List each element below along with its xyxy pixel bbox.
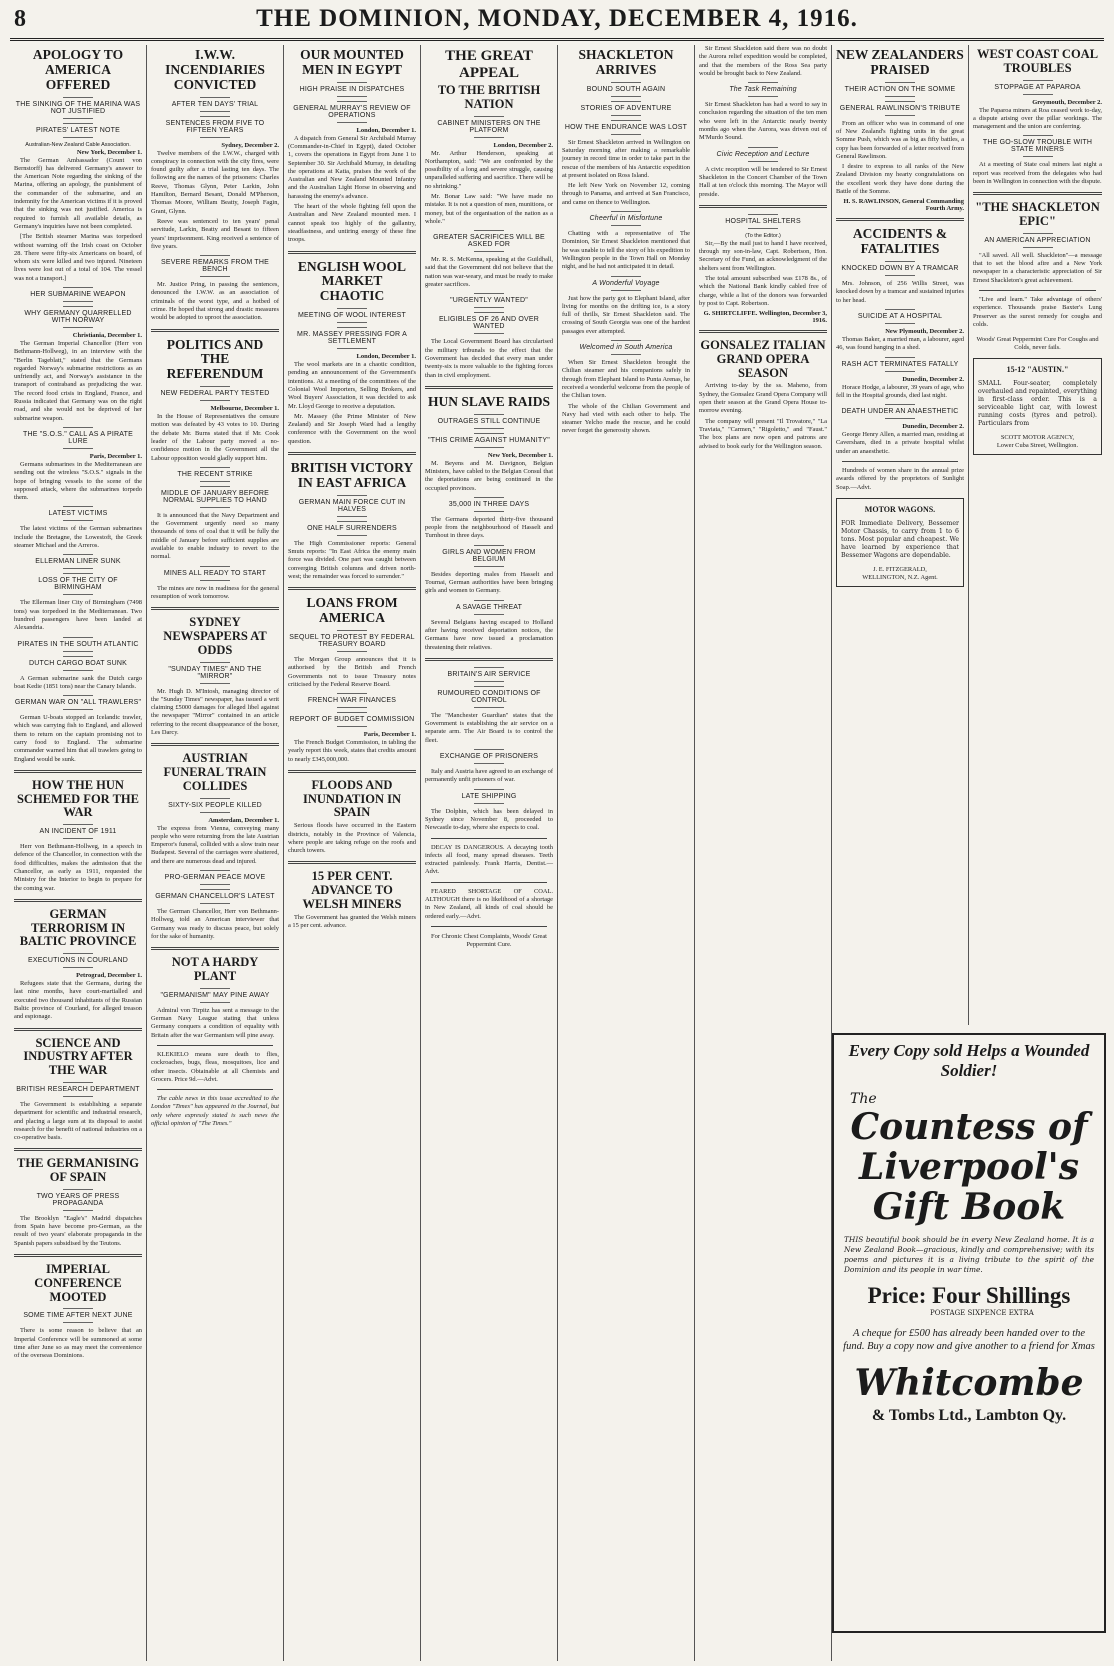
- headline: ENGLISH WOOL MARKET CHAOTIC: [297, 258, 407, 304]
- signature: G. SHIRTCLIFFE. Wellington, December 3, 1916.: [703, 310, 827, 325]
- letter-header: (To the Editor.): [745, 232, 781, 239]
- article-text: M. Beyens and M. Davignon, Belgian Ministers, have cabled to the Belgian Consul that the deportations are being continued in the occupied provinces.: [425, 459, 553, 492]
- article-text: Just how the party got to Elephant Island, after living for months on the drifting ice, is a story full of thrills, Sir Ernest Shackleton said. The crossing of South Georgia was one of the hardest passages ever attempted.: [562, 294, 690, 335]
- article-text: The express from Vienna, conveying many people who were returning from the late Austrian Emperor's funeral, collided with a slow train near Budapest. Several of the carriages were shattered, and there are numerous dead and injured.: [151, 824, 279, 865]
- article-text: The mines are now in readiness for the general resumption of work tomorrow.: [151, 584, 279, 600]
- dateline: Petrograd, December 1.: [76, 972, 142, 980]
- divider: [699, 330, 827, 333]
- subheading: LATE SHIPPING: [425, 789, 553, 804]
- headline: SCIENCE AND INDUSTRY AFTER THE WAR: [23, 1035, 133, 1078]
- headline: FLOODS AND INUNDATION IN SPAIN: [302, 777, 402, 820]
- article-text: The heart of the whole fighting fell upon the Australian and New Zealand mounted men. I cannot speak too highly of the gallantry, steadfastness, and untiring energy of these fine troops.: [288, 203, 416, 244]
- ad-description: THIS beautiful book should be in every New Zealand home. It is a New Zealand Book—gracious, kindly and comprehensive; with its poems and pictures it is a living tribute to the spirit of the Dominion and its people in war time.: [844, 1235, 1094, 1274]
- column-1: [10, 45, 147, 1661]
- subheading: THE RECENT STRIKE: [151, 467, 279, 482]
- subheading: BRITAIN'S AIR SERVICE: [425, 667, 553, 682]
- divider: [431, 926, 547, 927]
- headline: LOANS FROM AMERICA: [306, 595, 398, 626]
- subheading: PIRATES' LATEST NOTE: [14, 123, 142, 138]
- subheading: ELLERMAN LINER SUNK: [14, 554, 142, 569]
- article-text: Mr. Bonar Law said: "We have made no mistake. It is not a question of men, munitions, or money, but of the organisation of the nation as a whole.": [425, 192, 553, 225]
- subheading: SENTENCES FROM FIVE TO FIFTEEN YEARS: [151, 116, 279, 138]
- article-text: At a meeting of State coal miners last night a report was received from the delegates who had been in Wellington in connection with the dispute.: [973, 161, 1102, 185]
- subheading: AFTER TEN DAYS' TRIAL: [151, 97, 279, 112]
- advertisement-text: For Chronic Chest Complaints, Woods' Great Peppermint Cure.: [431, 933, 547, 949]
- subheading: GERMAN CHANCELLOR'S LATEST: [151, 889, 279, 904]
- dateline: Paris, December 1.: [363, 731, 416, 739]
- subheading: GENERAL RAWLINSON'S TRIBUTE: [836, 101, 964, 116]
- article-text: [The British steamer Marina was torpedoed without warning off the Irish coast on October 28. There were fifty-six Americans on board, of whom six were killed and two injured. Nineteen lives were lost out of a total of 104. The vessel was not a transport.]: [14, 233, 142, 282]
- dateline: New Plymouth, December 2.: [885, 327, 964, 335]
- subheading: MINES ALL READY TO START: [151, 566, 279, 581]
- column-3: [284, 45, 421, 1661]
- article-text: A dispatch from General Sir Archibald Murray (Commander-in-Chief in Egypt), dated October 1, covers the operations in Egypt from June 1 to September 30. Sir Archibald Murray, in detailing the operations at Katia, praises the work of the Australian and New Zealand Mounted Infantry and the Australian Light Horse in observing and harassing the enemy's advance.: [288, 134, 416, 200]
- subheading: THEIR ACTION ON THE SOMME: [836, 82, 964, 97]
- article-text: I desire to express to all ranks of the New Zealand Division my hearty congratulations on the excellent work they have done during the Battle of the Somme.: [836, 163, 964, 196]
- article-text: Several Belgians having escaped to Holland after having received deportation notices, the Germans have now issued a proclamation threatening their relatives.: [425, 618, 553, 651]
- ad-text: SMALL Four-seater, completely overhauled and repainted, everything in first-class order. This is a serviceable light car, with lowest running costs (tyres and petrol). Particulars from: [978, 380, 1097, 428]
- subheading: MIDDLE OF JANUARY BEFORE NORMAL SUPPLIES TO HAND: [151, 486, 279, 508]
- dateline: Paris, December 1.: [89, 452, 142, 460]
- dateline: Christiania, December 1.: [72, 331, 142, 339]
- ad-text: FOR Immediate Delivery, Bessemer Motor Chassis, to carry from 1 to 6 tons. Most popular and cheapest. We have learned by experience that Bessemer Wagons are dependable.: [841, 520, 959, 560]
- article-text: From an officer who was in command of one of New Zealand's fighting units in the great Somme Push, which was as big as fifty battles, a copy has been forwarded of a letter received from General Rawlinson.: [836, 119, 964, 160]
- divider: [151, 607, 279, 610]
- right-columns: [832, 45, 1106, 1661]
- divider: [151, 743, 279, 746]
- subheading: LATEST VICTIMS: [14, 506, 142, 521]
- article-text: Admiral von Tirpitz has sent a message to the German Navy League stating that unless Germany conquers a condition of equality with Britain after the war Germanism will pine away.: [151, 1006, 279, 1039]
- subheading: SUICIDE AT A HOSPITAL: [836, 309, 964, 324]
- columns: [10, 45, 1104, 1661]
- subheading: A SAVAGE THREAT: [425, 600, 553, 615]
- article-text: Serious floods have occurred in the Eastern districts, notably in the Province of Valencia, where people are taking refuge on the roofs and church towers.: [288, 822, 416, 855]
- subheading: Cheerful in Misfortune: [562, 211, 690, 226]
- article-text: The French Budget Commission, in tabling the yearly report this week, states that credits amount to nearly £345,000,000.: [288, 739, 416, 763]
- subheading: LOSS OF THE CITY OF BIRMINGHAM: [14, 573, 142, 595]
- divider: [842, 461, 958, 462]
- ad-address: Lower Cuba Street, Wellington.: [996, 442, 1079, 450]
- divider: [288, 452, 416, 455]
- subheading: MR. MASSEY PRESSING FOR A SETTLEMENT: [288, 327, 416, 349]
- subheading: THE "S.O.S." CALL AS A PIRATE LURE: [14, 427, 142, 449]
- article-text: Germans submarines in the Mediterranean are sending out the wireless "S.O.S." signals in the hope of bringing vessels to the scene of the supposed attack, where the submarines torpedo them.: [14, 460, 142, 502]
- article-text: Sir Ernest Shackleton arrived in Wellington on Saturday morning after making a remarkable journey in record time in order to take part in the rescue of the members of his Antarctic expedition at present isolated on Ross Island.: [562, 138, 690, 179]
- divider: [157, 1089, 273, 1090]
- subheading: PRO-GERMAN PEACE MOVE: [151, 870, 279, 885]
- ad-title: MOTOR WAGONS.: [864, 504, 936, 514]
- article-text: Sir Ernest Shackleton said there was no doubt the Aurora relief expedition would be completed, and that the members of the Ross Sea party would be brought back to New Zealand.: [699, 45, 827, 77]
- subheading: RASH ACT TERMINATES FATALLY: [836, 357, 964, 372]
- column-2: [147, 45, 284, 1661]
- subheading: "THIS CRIME AGAINST HUMANITY": [425, 433, 553, 448]
- article-text: The High Commissioner reports: General Smuts reports: "In East Africa the enemy main force was divided. One part was caught between converging British columns and driven north-west; the remainder was forced to surrender.": [288, 539, 416, 580]
- subheading: OUTRAGES STILL CONTINUE: [425, 414, 553, 429]
- article-text: Reeve was sentenced to ten years' penal servitude, Larkin, Beatty and Besant to fifteen years' imprisonment. King received a sentence of five years.: [151, 217, 279, 250]
- subheading: "URGENTLY WANTED": [425, 293, 553, 308]
- headline: NOT A HARDY PLANT: [171, 955, 259, 983]
- column-6: [695, 45, 832, 1661]
- divider: [288, 587, 416, 590]
- subheading: GENERAL MURRAY'S REVIEW OF OPERATIONS: [288, 101, 416, 123]
- subheading: GREATER SACRIFICES WILL BE ASKED FOR: [425, 230, 553, 252]
- article-text: A civic reception will be tendered to Sir Ernest Shackleton in the Concert Chamber of the Town Hall at ten o'clock this morning. The Mayor will preside.: [699, 165, 827, 198]
- headline: I.W.W. INCENDIARIES CONVICTED: [165, 47, 265, 92]
- ad-offer: A cheque for £500 has already been handed over to the fund. Buy a copy now and give another to a friend for Xmas: [843, 1328, 1095, 1352]
- article-text: The Dolphin, which has been delayed in Sydney since November 8, proceeded to Newcastle to-day, where she expects to coal.: [425, 807, 553, 832]
- divider: [431, 882, 547, 883]
- headline: APOLOGY TO AMERICA OFFERED: [32, 47, 124, 92]
- divider: [425, 658, 553, 661]
- divider: [699, 205, 827, 208]
- divider: [288, 861, 416, 864]
- subheading: HOW THE ENDURANCE WAS LOST: [562, 120, 690, 135]
- advertisement-text: Hundreds of women share in the annual prize awards offered by the proprietors of Sunlight Soap.—Advt.: [836, 467, 964, 491]
- ad-signature: WELLINGTON, N.Z. Agent.: [862, 574, 938, 582]
- divider: [431, 838, 547, 839]
- agency-credit: Australian-New Zealand Cable Association.: [25, 141, 131, 148]
- ad-tagline: Every Copy sold Helps a Wounded Soldier!: [848, 1041, 1090, 1080]
- subheading: ELIGIBLES OF 26 AND OVER WANTED: [425, 312, 553, 334]
- subheading: PIRATES IN THE SOUTH ATLANTIC: [14, 637, 142, 652]
- subheading: AN AMERICAN APPRECIATION: [973, 233, 1102, 248]
- dateline: London, December 1.: [356, 126, 416, 134]
- subheading: STOPPAGE AT PAPAROA: [973, 80, 1102, 95]
- article-text: The Government is establishing a separate department for scientific and industrial research, and placing a large sum at its disposal to assist research for the benefit of national industries on a co-operative basis.: [14, 1100, 142, 1142]
- dateline: Dunedin, December 2.: [902, 423, 964, 431]
- article-text: German U-boats stopped an Icelandic trawler, which was carrying fish to England, and allowed them to return on the captain promising not to carry food to England. The submarine commander warned him that all trawlers going to England would be sunk.: [14, 714, 142, 763]
- subheading: RUMOURED CONDITIONS OF CONTROL: [425, 686, 553, 708]
- headline: TO THE BRITISH NATION: [437, 83, 541, 111]
- article-text: Mr. Hugh D. M'Intosh, managing director of the "Sunday Times" newspaper, has issued a writ claiming £5000 damages for alleged libel against the newspaper "Mirror" contained in an article referring to the recent disappearance of the boxer, Les Darcy.: [151, 687, 279, 736]
- ad-title: 15-12 "AUSTIN.": [1006, 364, 1069, 374]
- subheading: HOSPITAL SHELTERS: [699, 214, 827, 229]
- subheading: TWO YEARS OF PRESS PROPAGANDA: [14, 1189, 142, 1211]
- headline: ACCIDENTS & FATALITIES: [852, 226, 948, 257]
- article-text: Mr. R. S. McKenna, speaking at the Guildhall, said that the Government did not believe that the nation was war-weary, and must be ready to make greater sacrifices.: [425, 256, 553, 289]
- subheading: NEW FEDERAL PARTY TESTED: [151, 386, 279, 401]
- headline: THE GERMANISING OF SPAIN: [17, 1156, 139, 1185]
- divider: [288, 251, 416, 254]
- subheading: KNOCKED DOWN BY A TRAMCAR: [836, 261, 964, 276]
- ad-the: The: [850, 1091, 877, 1107]
- subheading: MEETING OF WOOL INTEREST: [288, 308, 416, 323]
- article-text: The Germans deported thirty-five thousand people from the neighbourhood of Hasselt and Turnhout in three days.: [425, 515, 553, 540]
- headline: HUN SLAVE RAIDS: [427, 393, 551, 409]
- dateline: Sydney, December 2.: [221, 141, 279, 149]
- article-text: In the House of Representatives the censure motion was defeated by 43 votes to 10. During the debate Mr. Burns stated that if Mr. Cook leader of the Labour party moved a no-confidence motion in the Government all the Labour opposition would gladly support him.: [151, 413, 279, 462]
- headline: GERMAN TERRORISM IN BALTIC PROVINCE: [19, 906, 137, 949]
- dateline: New York, December 1.: [487, 451, 553, 459]
- subheading: HER SUBMARINE WEAPON: [14, 287, 142, 302]
- article-text: Twelve members of the I.W.W., charged with conspiracy in connection with the city fires, were found guilty after a trial lasting ten days. The following are the names of the prisoners: Charles Reeve, Thomas Glynn, Peter Larkin, John Hamilton, Bernard Besant, Donald M'Pherson, Thomas Moore, William Beatty, Joseph Fagin, Grant, Glynn.: [151, 149, 279, 215]
- advertisement-text: KLEKIELO means sure death to flies, cockroaches, bugs, fleas, mosquitoes, lice and other insects. Obtainable at all Chemists and Grocers. Price 9d.—Advt.: [151, 1050, 279, 1083]
- headline: IMPERIAL CONFERENCE MOOTED: [34, 1262, 122, 1304]
- newspaper-title: THE DOMINION, MONDAY, DECEMBER 4, 1916.: [256, 5, 858, 32]
- article-text: Chatting with a representative of The Dominion, Sir Ernest Shackleton mentioned that he was unable to tell the story of his expedition to Wellington people in the Town Hall on Monday night, and he had not anticipated it in detail.: [562, 230, 690, 271]
- article-text: The Government has granted the Welsh miners a 15 per cent. advance.: [288, 913, 416, 929]
- subheading: BOUND SOUTH AGAIN: [562, 82, 690, 97]
- subheading: DEATH UNDER AN ANAESTHETIC: [836, 404, 964, 419]
- gift-book-advertisement: [832, 1033, 1106, 1633]
- advertisement-text: DECAY IS DANGEROUS. A decaying tooth infects all food, many spread diseases. Teeth extracted painlessly. Frank Harris, Dentist.—Advt.: [425, 843, 553, 876]
- subheading: GIRLS AND WOMEN FROM BELGIUM: [425, 545, 553, 567]
- article-text: Arriving to-day by the ss. Maheno, from Sydney, the Gonsalez Grand Opera Company will open their season at the Grand Opera House to-morrow evening.: [699, 382, 827, 415]
- subheading: SEVERE REMARKS FROM THE BENCH: [151, 255, 279, 277]
- subheading: THE GO-SLOW TROUBLE WITH STATE MINERS: [973, 135, 1102, 157]
- headline: OUR MOUNTED MEN IN EGYPT: [300, 47, 404, 77]
- right-columns-top: [832, 45, 1106, 1025]
- ad-firm: SCOTT MOTOR AGENCY,: [1000, 434, 1075, 442]
- subheading: SEQUEL TO PROTEST BY FEDERAL TREASURY BOARD: [288, 630, 416, 652]
- divider: [425, 386, 553, 389]
- headline: THE GREAT APPEAL: [445, 48, 533, 81]
- divider: [973, 192, 1102, 195]
- advertisement-text: "Live and learn." Take advantage of others' experience. Thousands praise Baxter's Lung Preserver as the surest remedy for coughs and colds.: [973, 295, 1102, 328]
- subheading: AN INCIDENT OF 1911: [14, 824, 142, 839]
- article-text: A German submarine sank the Dutch cargo boat Kedie (1851 tons) near the Canary Islands.: [14, 674, 142, 690]
- subheading: GERMAN WAR ON "ALL TRAWLERS": [14, 695, 142, 710]
- advertisement-text: FEARED SHORTAGE OF COAL. ALTHOUGH there is no likelihood of a shortage in New Zealand, all kinds of coal should be ordered early.—Advt.: [425, 887, 553, 920]
- ad-price: Price: Four Shillings: [867, 1283, 1071, 1308]
- headline: HOW THE HUN SCHEMED FOR THE WAR: [16, 777, 139, 820]
- dateline: Dunedin, December 2.: [902, 375, 964, 383]
- dateline: London, December 2.: [493, 141, 553, 149]
- article-text: Mr. Massey (the Prime Minister of New Zealand) and Sir Joseph Ward had a lengthy conference with the Government on the wool question.: [288, 412, 416, 445]
- article-text: Sir,—By the mail just to hand I have received, through my son-in-law, Capt. Robertson, Hon. Secretary of the Fund, an acknowledgment of the shelters sent from Wellington.: [699, 239, 827, 272]
- subheading: FRENCH WAR FINANCES: [288, 693, 416, 708]
- subheading: 35,000 IN THREE DAYS: [425, 497, 553, 512]
- article-text: Thomas Baker, a married man, a labourer, aged 46, was found hanging in a shed.: [836, 335, 964, 352]
- article-text: The total amount subscribed was £178 8s., of which the National Bank kindly cabled free of charge, while a list of the donors was forwarded by post to Capt. Robertson.: [699, 275, 827, 307]
- subheading: DUTCH CARGO BOAT SUNK: [14, 656, 142, 671]
- ad-signature: J. E. FITZGERALD,: [873, 566, 927, 574]
- austin-car-ad: [973, 358, 1102, 455]
- subheading: Civic Reception and Lecture: [699, 147, 827, 162]
- divider: [157, 1045, 273, 1046]
- article-text: Mrs. Johnson, of 256 Willis Street, was knocked down by a tramcar and sustained injuries to her head.: [836, 280, 964, 304]
- subheading: WHY GERMANY QUARRELLED WITH NORWAY: [14, 306, 142, 328]
- subheading: "GERMANISM" MAY PINE AWAY: [151, 988, 279, 1003]
- article-text: The German Chancellor, Herr von Bethmann-Hollweg, told an American interviewer that Germany was ready to discuss peace, but solely for the sake of humanity.: [151, 908, 279, 940]
- divider: [979, 290, 1096, 291]
- article-text: Refugees state that the Germans, during the last nine months, have court-martialled and executed two thousand inhabitants of the Russian Baltic province of Courland, for alleged treason and espionage.: [14, 980, 142, 1021]
- ad-postage: POSTAGE SIXPENCE EXTRA: [930, 1309, 1034, 1317]
- divider: [836, 218, 964, 221]
- article-text: George Henry Allen, a married man, residing at Caversham, died in a private hospital whilst under an anaesthetic.: [836, 431, 964, 455]
- dateline: New York, December 1.: [76, 148, 142, 156]
- headline: SYDNEY NEWSPAPERS AT ODDS: [163, 615, 267, 657]
- subheading: Welcomed in South America: [562, 340, 690, 355]
- subheading: EXCHANGE OF PRISONERS: [425, 749, 553, 764]
- article-text: The wool markets are in a chaotic condition, pending an announcement of the Government's intentions. At a meeting of the committees of the Colonial Wool Importers, Selling Brokers, and Wool Buyers' Association, it was decided to ask Mr. Lloyd George to receive a deputation.: [288, 361, 416, 410]
- divider: [14, 1028, 142, 1031]
- article-text: "All saved. All well. Shackleton"—a message that to set the blood afire and a New York newspaper in a characteristic appreciation of Sir Ernest Shackleton's great achievement.: [973, 251, 1102, 284]
- article-text: The Local Government Board has circularised the military tribunals to the effect that the Government has decided that every man under twenty-six is more valuable to the fighting forces than in civil employment.: [425, 338, 553, 379]
- article-text: The company will present "Il Trovatore," "La Traviata," "Carmen," "Rigoletto," and "Faust." The box plans are now open and patrons are advised to book early for the Wellington season.: [699, 417, 827, 450]
- subheading: THE SINKING OF THE MARINA WAS NOT JUSTIFIED: [14, 97, 142, 119]
- article-text: Sir Ernest Shackleton has had a word to say in conclusion regarding the situation of the ten men who were left in the Antarctic nearly twenty months ago when the Aurora, was driven out of M'Murdo Sound.: [699, 101, 827, 142]
- article-text: Italy and Austria have agreed to an exchange of permanently unfit prisoners of war.: [425, 768, 553, 784]
- headline: BRITISH VICTORY IN EAST AFRICA: [290, 460, 414, 490]
- article-text: Horace Hodge, a labourer, 39 years of age, who fell in the Hospital grounds, died last night.: [836, 383, 965, 399]
- article-text: The Brooklyn "Eagle's" Madrid dispatches from Spain have become pro-German, as the result of two years' elaborate propaganda in the Spanish papers subsidised by the Teutons.: [14, 1214, 142, 1247]
- headline: AUSTRIAN FUNERAL TRAIN COLLIDES: [163, 751, 267, 793]
- article-text: The German Imperial Chancellor (Herr von Bethmann-Hollweg), in an interview with the "Berlin Tageblatt," stated that the Germans regarded Norway's submarine restrictions as an unfriendly act, and Norway's assistance in the transport of contraband as prejudicing the war. The record food crisis in England, France, and Russia indicated that Germany was on the right road, and she would not be deprived of her submarine weapon.: [14, 339, 142, 422]
- headline: POLITICS AND THE REFERENDUM: [166, 336, 264, 382]
- masthead: [10, 0, 1104, 41]
- subheading: STORIES OF ADVENTURE: [562, 101, 690, 116]
- article-text: The "Manchester Guardian" states that the Government is establishing the air service on a separate arm. The Air Board is to control the fleet.: [425, 711, 553, 744]
- headline: NEW ZEALANDERS PRAISED: [836, 47, 964, 77]
- subheading: A Wonderful Voyage: [562, 276, 690, 291]
- divider: [14, 1148, 142, 1151]
- article-text: Mr. Arthur Henderson, speaking at Northampton, said: "We are confronted by the possibility of a long and severe struggle, causing unparalleled suffering and sacrifice. There will be no shrinking.": [425, 149, 553, 190]
- article-text: Mr. Justice Pring, in passing the sentences, denounced the I.W.W. as an association of criminals of the worst type, and a hotbed of crime. He hoped that strong and drastic measures would be adopted to uproot the association.: [151, 281, 279, 322]
- dateline: Greymouth, December 2.: [1032, 98, 1102, 106]
- article-text: It is announced that the Navy Department and the Government urgently need so many thousands of tons of coal that it will be fully the middle of January before sufficient supplies are available to enable industry to revert to the normal.: [151, 511, 279, 561]
- advertisement-text: Woods' Great Peppermint Cure For Coughs and Colds, never fails.: [976, 335, 1099, 351]
- article-text: He left New York on November 12, coming through to Panama, and arrived at San Francisco, and came on thence to Wellington.: [562, 182, 690, 206]
- headline: 15 PER CENT. ADVANCE TO WELSH MINERS: [302, 869, 402, 911]
- page-number: 8: [14, 5, 26, 32]
- subheading: EXECUTIONS IN COURLAND: [14, 953, 142, 968]
- subheading: BRITISH RESEARCH DEPARTMENT: [14, 1082, 142, 1097]
- signature: H. S. RAWLINSON, General Commanding Fourth Army.: [843, 198, 964, 213]
- headline: SHACKLETON ARRIVES: [578, 47, 674, 77]
- subheading: CABINET MINISTERS ON THE PLATFORM: [425, 116, 553, 138]
- article-text: The Paparoa miners at Roa ceased work to-day, a dispute arising over the pillar workings. The management and the union are conferring.: [973, 106, 1102, 131]
- subheading: The Task Remaining: [699, 82, 827, 97]
- divider: [151, 947, 279, 950]
- subheading: SOME TIME AFTER NEXT JUNE: [14, 1308, 142, 1323]
- divider: [151, 329, 279, 332]
- column-5: [558, 45, 695, 1661]
- ad-book-title: Countess of Liverpool's Gift Book: [850, 1106, 1088, 1228]
- divider: [14, 899, 142, 902]
- column-7: [832, 45, 969, 1025]
- article-text: The whole of the Chilian Government and Navy had vied with each other to help. The steamer Yelcho made the rescue, and he could never forget the generosity shown.: [562, 402, 690, 435]
- subheading: GERMAN MAIN FORCE CUT IN HALVES: [288, 495, 416, 517]
- divider: [288, 770, 416, 773]
- subheading: ONE HALF SURRENDERS: [288, 521, 416, 536]
- article-text: Besides deporting males from Hasselt and Tournai, German authorities have been bringing girls and women to Germany.: [425, 570, 553, 595]
- article-text: The Ellerman liner City of Birmingham (7498 tons) was torpedoed in the Mediterranean. Two hundred passengers have been landed at Alexandria.: [14, 599, 142, 632]
- editorial-footnote: The cable news in this issue accredited to the London "Times" has appeared in the Journal, but only where expressly stated is such news the official opinion of "The Times.": [151, 1095, 279, 1127]
- headline: "THE SHACKLETON EPIC": [975, 200, 1100, 229]
- headline: WEST COAST COAL TROUBLES: [976, 47, 1099, 75]
- article-text: There is some reason to believe that an Imperial Conference will be summoned at some time after June so as may meet the convenience of the overseas Dominions.: [14, 1327, 142, 1360]
- ad-firm-name: Whitcombe: [854, 1362, 1084, 1404]
- divider: [14, 770, 142, 773]
- article-text: Herr von Bethmann-Hollweg, in a speech in defence of the Chancellor, in connection with the food difficulties, makes the admission that the Chancellor, as early as 1911, requested the Ministry for the Interior to begin to prepare for the coming war.: [14, 843, 142, 892]
- ad-firm-address: & Tombs Ltd., Lambton Qy.: [871, 1407, 1067, 1424]
- subheading: REPORT OF BUDGET COMMISSION: [288, 712, 416, 727]
- article-text: The German Ambassador (Count von Bernstorff) has delivered Germany's answer to the American Note regarding the sinking of the Marina, offering an apology, the punishment of the commander of the submarine, and an indemnity for the American victims if it is proved that the sinking was not justified. America is required to furnish all available details, as Germany's inquiries have not been completed.: [14, 156, 142, 230]
- article-text: The Morgan Group announces that it is authorised by the British and French Governments not to issue Treasury notes criticised by the Federal Reserve Board.: [288, 655, 416, 688]
- article-text: When Sir Ernest Shackleton brought the Chilian steamer and his companions safely in through from Elephant Island to Punta Arenas, he received a wonderful welcome from the people of the Chilian town.: [562, 359, 690, 400]
- column-4: [421, 45, 558, 1661]
- dateline: Melbourne, December 1.: [210, 405, 279, 413]
- headline: GONSALEZ ITALIAN GRAND OPERA SEASON: [700, 338, 826, 380]
- column-8: [969, 45, 1106, 1025]
- divider: [14, 1254, 142, 1257]
- subheading: "SUNDAY TIMES" AND THE "MIRROR": [151, 662, 279, 684]
- article-text: The latest victims of the German submarines include the Bretagne, the Lowestoft, the Greek steamer Michael and the Arreros.: [14, 525, 142, 550]
- dateline: Amsterdam, December 1.: [208, 816, 279, 824]
- dateline: London, December 1.: [356, 353, 416, 361]
- subheading: HIGH PRAISE IN DISPATCHES: [288, 82, 416, 97]
- motor-wagons-ad: [836, 498, 964, 587]
- subheading: SIXTY-SIX PEOPLE KILLED: [151, 798, 279, 813]
